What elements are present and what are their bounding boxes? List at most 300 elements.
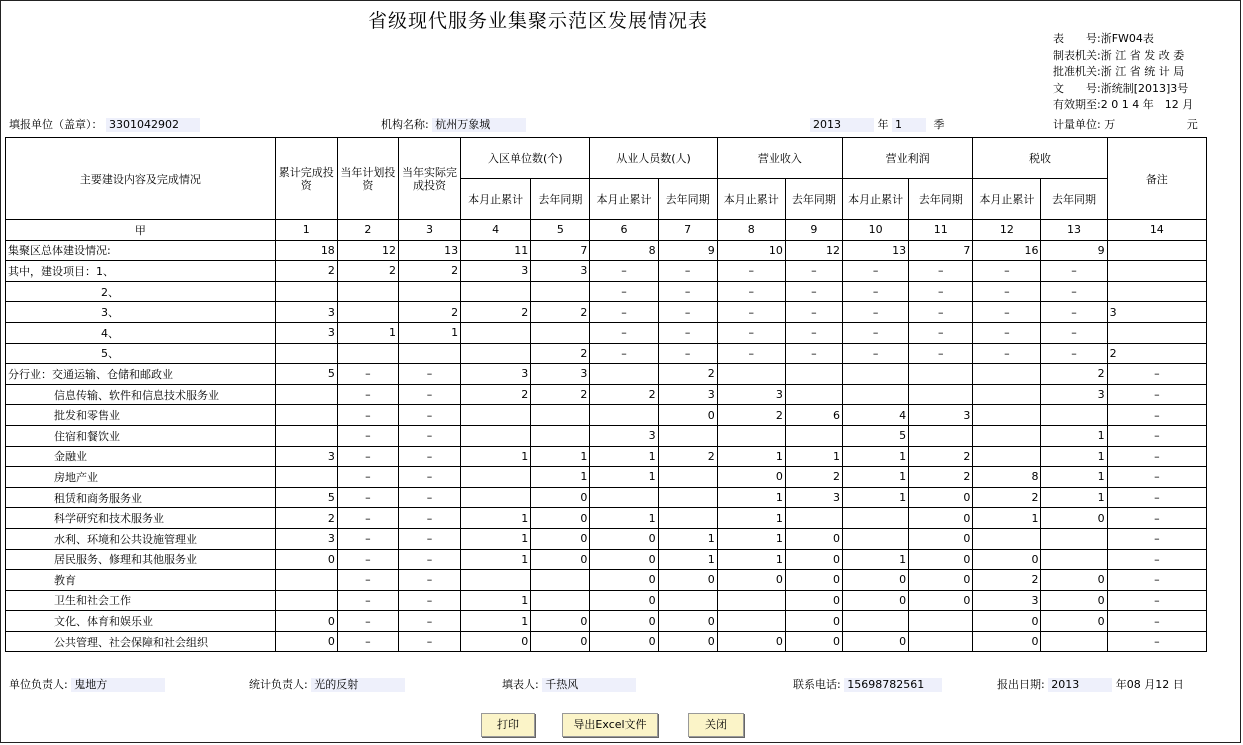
table-cell[interactable]: 7 [909,240,973,261]
table-cell[interactable] [275,590,337,611]
table-cell[interactable]: – [337,570,398,591]
table-cell[interactable]: 0 [590,549,658,570]
table-cell[interactable]: – [843,343,909,364]
table-cell[interactable]: – [337,384,398,405]
table-cell[interactable]: – [590,261,658,282]
table-cell[interactable] [1041,528,1107,549]
table-cell[interactable] [973,384,1041,405]
table-cell[interactable]: 0 [973,549,1041,570]
table-cell[interactable]: – [398,508,460,529]
table-cell[interactable]: 0 [843,590,909,611]
table-cell[interactable]: – [337,549,398,570]
table-cell[interactable]: – [1107,467,1206,488]
stat-field[interactable]: 光的反射 [311,678,405,692]
table-cell[interactable]: 0 [973,631,1041,652]
table-cell[interactable]: – [717,322,785,343]
table-cell[interactable]: – [1107,590,1206,611]
table-cell[interactable]: 0 [531,508,590,529]
table-cell[interactable] [973,446,1041,467]
table-cell[interactable]: – [717,261,785,282]
table-cell[interactable]: 0 [843,631,909,652]
table-cell[interactable]: 3 [275,528,337,549]
table-cell[interactable]: 1 [461,549,531,570]
index-cell: 3 [398,220,460,241]
table-cell[interactable] [531,590,590,611]
table-cell[interactable]: – [337,528,398,549]
table-cell[interactable]: 0 [590,611,658,632]
table-cell[interactable]: – [398,528,460,549]
table-cell[interactable]: 9 [1041,240,1107,261]
table-cell[interactable]: 1 [843,467,909,488]
table-cell[interactable]: – [398,405,460,426]
date-day[interactable]: 月12 [1144,678,1170,691]
table-cell[interactable]: – [337,364,398,385]
table-cell[interactable]: – [973,322,1041,343]
table-cell[interactable] [843,528,909,549]
table-cell[interactable]: – [1041,261,1107,282]
table-row [6,446,1207,467]
table-cell[interactable]: 3 [973,590,1041,611]
table-cell[interactable]: 1 [590,467,658,488]
table-cell[interactable]: 0 [785,549,842,570]
table-cell[interactable]: – [398,631,460,652]
table-cell[interactable]: – [398,611,460,632]
table-cell[interactable]: – [973,261,1041,282]
table-cell[interactable]: 2 [909,446,973,467]
table-cell[interactable]: 0 [658,405,717,426]
table-cell[interactable] [531,281,590,302]
table-cell[interactable]: – [1041,343,1107,364]
table-cell[interactable]: 0 [275,631,337,652]
table-cell[interactable] [461,405,531,426]
unit-label: 填报单位（盖章）： [9,118,103,131]
table-cell[interactable]: – [843,322,909,343]
table-cell[interactable]: 2 [398,261,460,282]
table-cell[interactable]: – [590,302,658,323]
table-cell[interactable]: 0 [785,590,842,611]
table-cell[interactable]: – [398,425,460,446]
table-cell[interactable]: – [337,487,398,508]
table-cell[interactable]: 2 [909,467,973,488]
table-cell[interactable]: 0 [909,570,973,591]
table-cell[interactable]: – [909,322,973,343]
table-cell[interactable] [337,281,398,302]
table-cell[interactable]: 0 [1041,570,1107,591]
table-cell[interactable]: 2 [785,467,842,488]
table-cell[interactable]: 1 [590,446,658,467]
table-cell[interactable]: 3 [1107,302,1206,323]
table-cell[interactable]: 3 [275,322,337,343]
table-cell[interactable]: 0 [658,570,717,591]
table-cell[interactable]: – [590,281,658,302]
table-cell[interactable]: 1 [461,528,531,549]
table-cell[interactable]: – [1107,384,1206,405]
table-cell[interactable]: – [398,467,460,488]
table-cell[interactable]: – [398,590,460,611]
table-cell[interactable] [658,508,717,529]
table-cell[interactable] [590,487,658,508]
table-cell[interactable]: – [398,570,460,591]
table-cell[interactable]: – [1107,528,1206,549]
table-cell[interactable]: – [337,631,398,652]
table-cell[interactable] [909,364,973,385]
table-cell[interactable]: 3 [590,425,658,446]
table-cell[interactable]: 2 [1041,364,1107,385]
table-cell[interactable]: 2 [658,446,717,467]
close-button[interactable]: 关闭 [688,713,744,737]
table-cell[interactable]: 0 [785,611,842,632]
table-cell[interactable] [909,631,973,652]
table-cell[interactable]: – [337,405,398,426]
table-cell[interactable]: 2 [531,302,590,323]
table-cell[interactable]: 2 [275,261,337,282]
table-cell[interactable]: 0 [909,508,973,529]
table-cell[interactable] [337,302,398,323]
table-cell[interactable]: – [717,281,785,302]
table-cell[interactable]: 3 [461,364,531,385]
table-cell[interactable]: – [337,446,398,467]
table-cell[interactable]: – [658,322,717,343]
table-cell[interactable]: 0 [1041,590,1107,611]
table-cell[interactable] [973,364,1041,385]
table-cell[interactable]: 1 [461,508,531,529]
table-cell[interactable] [658,487,717,508]
table-cell[interactable]: 2 [461,384,531,405]
table-cell[interactable]: 2 [590,384,658,405]
table-cell[interactable]: 3 [531,261,590,282]
table-cell[interactable] [531,425,590,446]
table-cell[interactable] [1107,322,1206,343]
table-cell[interactable]: 3 [275,302,337,323]
table-cell[interactable]: – [785,343,842,364]
table-cell[interactable]: 0 [531,549,590,570]
table-cell[interactable]: 2 [337,261,398,282]
table-cell[interactable]: 0 [658,611,717,632]
table-cell[interactable]: 1 [717,487,785,508]
table-cell[interactable]: – [1107,631,1206,652]
table-cell[interactable] [658,590,717,611]
year-field[interactable]: 2013 [810,118,874,132]
table-cell[interactable]: 0 [275,549,337,570]
table-cell[interactable] [275,467,337,488]
table-cell[interactable]: 1 [843,487,909,508]
table-cell[interactable] [275,425,337,446]
table-cell[interactable]: 1 [531,446,590,467]
table-cell[interactable]: 0 [1041,508,1107,529]
table-cell[interactable]: 3 [1041,384,1107,405]
table-cell[interactable] [337,343,398,364]
table-cell[interactable]: – [843,302,909,323]
table-cell[interactable]: – [398,487,460,508]
export-excel-button[interactable]: 导出Excel文件 [562,713,658,737]
table-cell[interactable]: 1 [717,508,785,529]
table-cell[interactable]: 12 [785,240,842,261]
table-cell[interactable]: 3 [785,487,842,508]
table-cell[interactable]: – [590,343,658,364]
table-cell[interactable]: 0 [843,570,909,591]
table-cell[interactable]: 0 [973,611,1041,632]
table-cell[interactable]: 0 [909,549,973,570]
table-cell[interactable] [461,570,531,591]
table-cell[interactable] [461,322,531,343]
table-cell[interactable] [717,364,785,385]
table-cell[interactable]: 1 [398,322,460,343]
table-cell[interactable]: – [909,343,973,364]
table-cell[interactable]: 1 [1041,487,1107,508]
table-cell[interactable]: – [658,281,717,302]
table-cell[interactable]: 0 [785,528,842,549]
unit-field[interactable]: 3301042902 [106,118,200,132]
table-cell[interactable] [1041,631,1107,652]
table-cell[interactable]: 12 [337,240,398,261]
table-cell[interactable]: 7 [531,240,590,261]
table-cell[interactable]: 0 [531,487,590,508]
table-cell[interactable] [909,384,973,405]
print-button[interactable]: 打印 [481,713,535,737]
table-cell[interactable]: – [1107,364,1206,385]
table-cell[interactable]: 5 [843,425,909,446]
table-cell[interactable]: 18 [275,240,337,261]
table-cell[interactable] [785,508,842,529]
table-cell[interactable] [909,611,973,632]
table-cell[interactable]: – [337,611,398,632]
table-cell[interactable]: – [843,261,909,282]
table-cell[interactable] [973,405,1041,426]
table-cell[interactable]: 5 [275,364,337,385]
table-cell[interactable]: 0 [531,528,590,549]
table-cell[interactable]: – [785,281,842,302]
table-cell[interactable]: 4 [843,405,909,426]
table-cell[interactable]: 13 [843,240,909,261]
table-cell[interactable]: – [909,261,973,282]
table-cell[interactable]: 0 [531,631,590,652]
table-cell[interactable] [785,425,842,446]
table-cell[interactable]: – [973,302,1041,323]
table-cell[interactable]: 3 [461,261,531,282]
table-cell[interactable]: 0 [531,611,590,632]
table-cell[interactable]: – [1107,570,1206,591]
table-cell[interactable]: – [398,364,460,385]
table-cell[interactable]: 1 [1041,446,1107,467]
table-cell[interactable]: 0 [909,528,973,549]
table-cell[interactable] [785,384,842,405]
table-cell[interactable]: – [1107,549,1206,570]
table-cell[interactable]: 1 [843,446,909,467]
table-cell[interactable]: – [398,446,460,467]
table-cell[interactable] [658,425,717,446]
table-cell[interactable]: – [658,343,717,364]
table-cell[interactable]: 1 [1041,425,1107,446]
table-cell[interactable]: 13 [398,240,460,261]
leader-field[interactable]: 鬼地方 [71,678,165,692]
table-cell[interactable] [909,425,973,446]
table-cell[interactable]: – [398,384,460,405]
table-cell[interactable]: 0 [658,631,717,652]
table-cell[interactable] [1041,405,1107,426]
table-cell[interactable] [461,281,531,302]
table-row [6,425,1207,446]
table-cell[interactable] [275,281,337,302]
table-cell[interactable]: 2 [275,508,337,529]
table-cell[interactable]: – [590,322,658,343]
table-cell[interactable] [785,364,842,385]
date-month[interactable]: 年08 [1115,678,1141,691]
table-cell[interactable]: 2 [398,302,460,323]
table-cell[interactable]: 1 [337,322,398,343]
table-cell[interactable]: 0 [717,467,785,488]
table-cell[interactable]: 1 [590,508,658,529]
table-cell[interactable]: 6 [785,405,842,426]
table-cell[interactable]: 0 [590,590,658,611]
table-cell[interactable]: 1 [717,549,785,570]
table-cell[interactable]: 3 [909,405,973,426]
table-cell[interactable]: – [1041,302,1107,323]
table-cell[interactable]: – [337,425,398,446]
table-cell[interactable]: – [973,343,1041,364]
phone-field[interactable]: 15698782561 [844,678,942,692]
table-cell[interactable] [275,405,337,426]
table-cell[interactable]: 0 [461,631,531,652]
table-cell[interactable]: 1 [717,528,785,549]
table-cell[interactable]: 1 [973,508,1041,529]
table-cell[interactable] [590,364,658,385]
table-cell[interactable]: 9 [658,240,717,261]
table-cell[interactable] [1107,240,1206,261]
table-cell[interactable] [717,590,785,611]
table-cell[interactable]: 5 [275,487,337,508]
table-cell[interactable]: – [1107,425,1206,446]
table-cell[interactable]: 0 [590,631,658,652]
table-cell[interactable]: 1 [717,446,785,467]
table-row [6,570,1207,591]
table-cell[interactable]: 11 [461,240,531,261]
table-cell[interactable]: 2 [461,302,531,323]
table-cell[interactable] [531,570,590,591]
table-cell[interactable]: 2 [531,343,590,364]
table-cell[interactable] [1041,549,1107,570]
table-cell[interactable]: 0 [717,570,785,591]
table-cell[interactable] [658,467,717,488]
table-cell[interactable] [461,343,531,364]
table-cell[interactable] [843,508,909,529]
table-cell[interactable]: 3 [658,384,717,405]
table-cell[interactable]: 1 [531,467,590,488]
table-cell[interactable]: 1 [785,446,842,467]
table-cell[interactable]: 0 [909,487,973,508]
table-cell[interactable]: 2 [717,405,785,426]
table-cell[interactable]: – [337,590,398,611]
table-cell[interactable]: – [1041,281,1107,302]
table-cell[interactable] [531,322,590,343]
table-cell[interactable]: 1 [843,549,909,570]
table-cell[interactable]: – [658,302,717,323]
table-cell[interactable] [461,425,531,446]
table-cell[interactable]: – [717,343,785,364]
table-cell[interactable]: – [785,302,842,323]
table-cell[interactable]: – [1107,611,1206,632]
filler-field[interactable]: 千热风 [542,678,636,692]
table-cell[interactable] [275,570,337,591]
table-cell[interactable] [973,528,1041,549]
table-cell[interactable]: 2 [658,364,717,385]
table-cell[interactable]: – [398,549,460,570]
table-cell[interactable]: – [717,302,785,323]
table-cell[interactable]: 2 [973,570,1041,591]
table-cell[interactable]: 0 [909,590,973,611]
table-cell[interactable] [1107,281,1206,302]
table-cell[interactable]: 0 [785,631,842,652]
table-cell[interactable]: – [909,302,973,323]
table-cell[interactable]: – [973,281,1041,302]
org-field[interactable]: 杭州万象城 [432,118,526,132]
table-cell[interactable] [973,425,1041,446]
table-cell[interactable]: – [843,281,909,302]
table-cell[interactable]: 2 [1107,343,1206,364]
table-cell[interactable]: 8 [973,467,1041,488]
table-cell[interactable]: 1 [461,590,531,611]
table-cell[interactable]: 1 [658,528,717,549]
table-cell[interactable]: 8 [590,240,658,261]
table-cell[interactable]: – [337,508,398,529]
table-cell[interactable]: – [337,467,398,488]
table-cell[interactable] [531,405,590,426]
table-cell[interactable]: 3 [717,384,785,405]
table-cell[interactable] [275,384,337,405]
table-cell[interactable]: 1 [461,446,531,467]
table-cell[interactable]: 0 [275,611,337,632]
table-cell[interactable]: – [1107,446,1206,467]
table-cell[interactable] [398,343,460,364]
form-meta [1053,31,1193,114]
table-cell[interactable] [461,487,531,508]
table-cell[interactable]: – [1107,487,1206,508]
table-cell[interactable] [398,281,460,302]
table-cell[interactable]: – [785,322,842,343]
quarter-field[interactable]: 1 [892,118,926,132]
table-cell[interactable]: 10 [717,240,785,261]
table-cell[interactable]: 0 [1041,611,1107,632]
table-cell[interactable] [717,611,785,632]
table-cell[interactable]: 16 [973,240,1041,261]
table-cell[interactable]: 0 [590,528,658,549]
table-cell[interactable]: 2 [531,384,590,405]
table-cell[interactable] [461,467,531,488]
table-cell[interactable]: 2 [973,487,1041,508]
table-cell[interactable]: – [658,261,717,282]
table-cell[interactable]: 0 [785,570,842,591]
table-cell[interactable]: – [785,261,842,282]
table-cell[interactable] [717,425,785,446]
table-cell[interactable]: 0 [717,631,785,652]
table-cell[interactable] [843,364,909,385]
table-cell[interactable] [1107,261,1206,282]
table-cell[interactable] [590,405,658,426]
table-cell[interactable]: 1 [658,549,717,570]
table-cell[interactable]: 3 [531,364,590,385]
table-cell[interactable]: 1 [461,611,531,632]
table-cell[interactable]: 1 [1041,467,1107,488]
table-cell[interactable] [843,384,909,405]
table-cell[interactable]: 3 [275,446,337,467]
table-cell[interactable] [843,611,909,632]
table-cell[interactable]: – [909,281,973,302]
table-cell[interactable] [275,343,337,364]
table-cell[interactable]: – [1041,322,1107,343]
table-cell[interactable]: – [1107,508,1206,529]
table-cell[interactable]: – [1107,405,1206,426]
table-cell[interactable]: 0 [590,570,658,591]
date-year-field[interactable]: 2013 [1048,678,1112,692]
